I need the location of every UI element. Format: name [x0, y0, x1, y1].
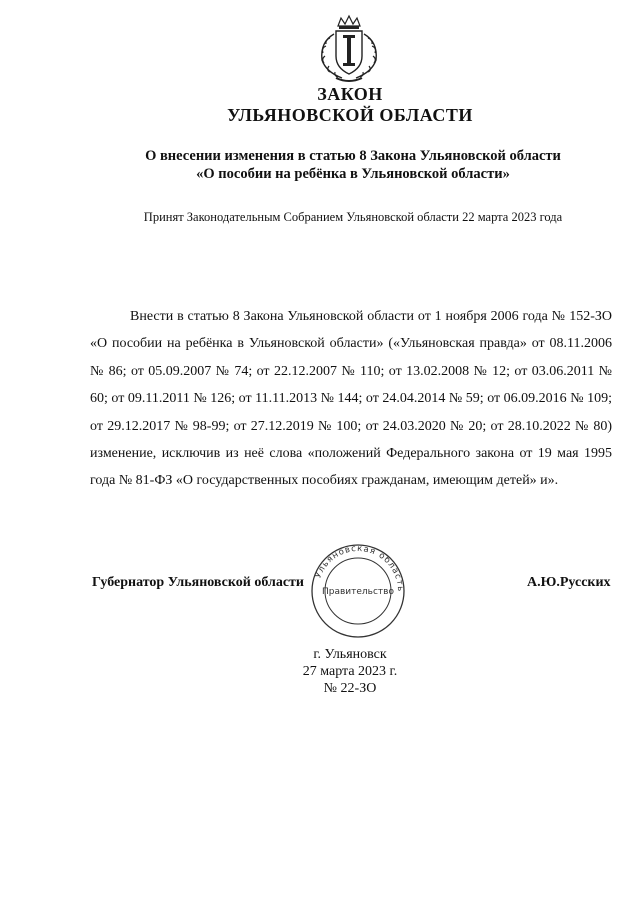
- law-number: № 22-ЗО: [323, 681, 377, 696]
- signatory-position: Губернатор Ульяновской области: [92, 575, 304, 590]
- seal-ring-text: Ульяновская область: [313, 543, 406, 593]
- official-seal-stamp: [308, 541, 408, 641]
- signing-date: 27 марта 2023 г.: [302, 664, 398, 679]
- signatory-name: А.Ю.Русских: [527, 575, 611, 590]
- coat-of-arms-emblem: [312, 14, 386, 86]
- adoption-note: Принят Законодательным Собранием Ульяновской области 22 марта 2023 года: [143, 210, 563, 224]
- seal-center-text: Правительство: [322, 587, 394, 597]
- document-title-line1: ЗАКОН: [317, 84, 383, 104]
- law-subject-line1: О внесении изменения в статью 8 Закона Ульяновской области: [145, 148, 561, 164]
- body-paragraph: Внести в статью 8 Закона Ульяновской области от 1 ноября 2006 года № 152-ЗО «О пособии на ребёнка в Ульяновской области» («Ульяновская правда» от 08.11.2006 № 86; от 05.09.2007 № 74; от 22.12.2007 № 110; от 13.02.2008 № 12; от 03.06.2011 № 60; от 09.11.2011 № 126; от 11.11.2013 № 144; от 24.04.2014 № 59; от 06.09.2016 № 109; от 29.12.2017 № 98-99; от 27.12.2019 № 100; от 24.03.2020 № 20; от 28.10.2022 № 80) изменение, исключив из неё слова «положений Федерального закона от 19 мая 1995 года № 81-ФЗ «О государственных пособиях гражданам, имеющим детей» и».: [90, 309, 612, 489]
- place-of-signing: г. Ульяновск: [313, 647, 387, 662]
- law-subject-line2: «О пособии на ребёнка в Ульяновской области»: [196, 166, 510, 182]
- law-body: [90, 303, 612, 495]
- document-title-line2: УЛЬЯНОВСКОЙ ОБЛАСТИ: [227, 105, 473, 125]
